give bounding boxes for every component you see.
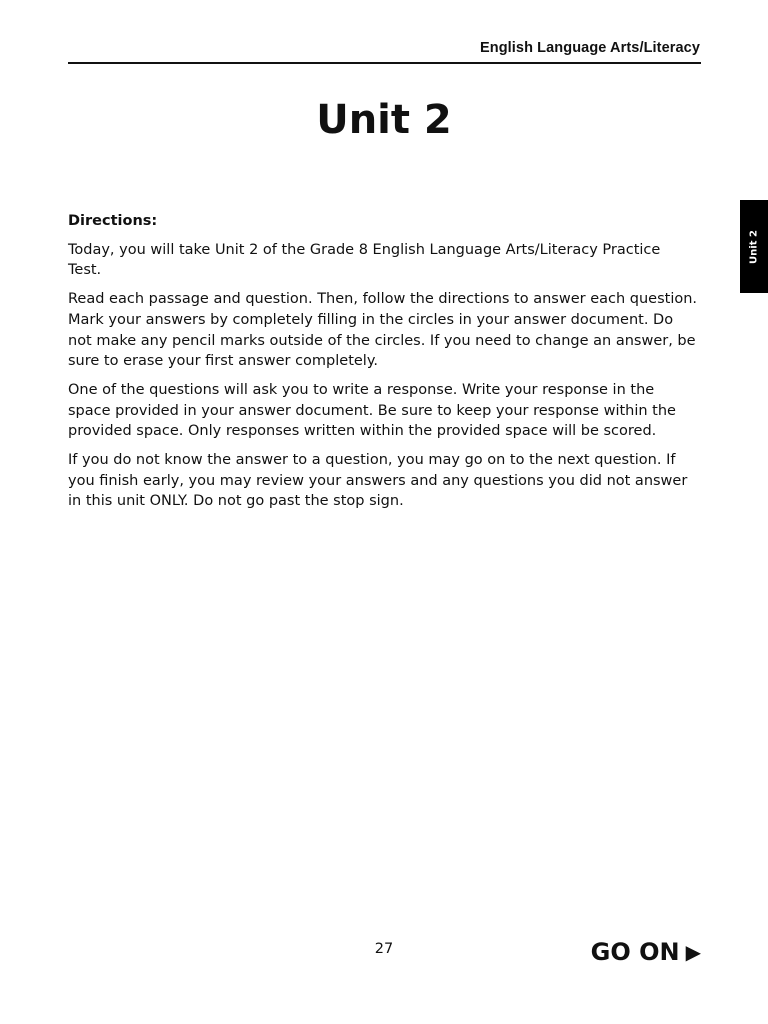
- directions-section: [68, 211, 698, 520]
- page-title: Unit 2: [316, 97, 452, 143]
- page-number: 27: [374, 941, 394, 957]
- directions-label: Directions:: [68, 213, 158, 229]
- directions-paragraph: Read each passage and question. Then, follow the directions to answer each question. Mark your answers by completely filling in the circles in your answer document. Do not make any pencil marks outside of the circles. If you need to change an answer, be sure to erase your first answer completely.: [68, 291, 698, 370]
- directions-paragraph: Today, you will take Unit 2 of the Grade 8 English Language Arts/Literacy Practice Test.: [68, 241, 661, 279]
- header-title: English Language Arts/Literacy: [479, 40, 700, 56]
- side-tab-label: Unit 2: [748, 229, 760, 264]
- header-divider: [68, 62, 701, 64]
- directions-paragraph: If you do not know the answer to a question, you may go on to the next question. If you finish early, you may review your answers and any questions you did not answer in this unit ONLY. Do not go past the stop sign.: [68, 452, 688, 510]
- directions-paragraph: One of the questions will ask you to write a response. Write your response in the space provided in your answer document. Be sure to keep your response within the provided space. Only responses written within the provided space will be scored.: [68, 381, 676, 440]
- go-on-indicator: [591, 938, 701, 966]
- go-on-label: GO ON: [590, 938, 680, 966]
- play-triangle-icon: ▶: [685, 940, 701, 964]
- side-tab: [740, 200, 768, 293]
